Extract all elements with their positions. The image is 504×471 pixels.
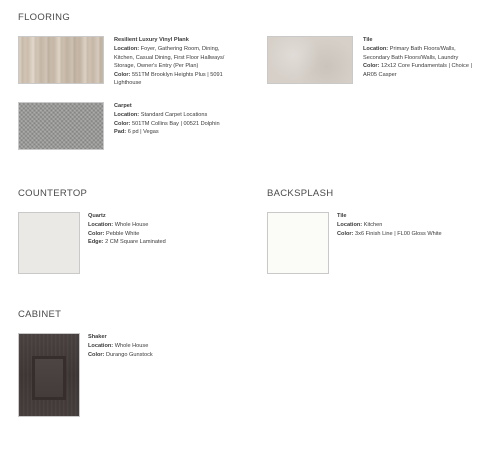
lvp-color-label: Color: bbox=[114, 71, 131, 78]
lvp-color-line-1: 551TM Brooklyn Heights Plus | 5091 bbox=[132, 71, 223, 78]
backsplash-info bbox=[337, 212, 497, 238]
lvp-name: Resilient Luxury Vinyl Plank bbox=[114, 37, 189, 43]
quartz-swatch bbox=[18, 212, 80, 274]
backsplash-name: Tile bbox=[337, 213, 347, 219]
carpet-location-label: Location: bbox=[114, 112, 140, 119]
backsplash-location-label: Location: bbox=[337, 222, 363, 229]
carpet-color: 501TM Collins Bay | 00521 Dolphin bbox=[132, 120, 220, 127]
shaker-location-label: Location: bbox=[88, 343, 114, 350]
tile-location-line-2: Secondary Bath Floors/Walls, Laundry bbox=[363, 54, 459, 61]
tile-name: Tile bbox=[363, 37, 373, 43]
carpet-swatch bbox=[18, 102, 104, 150]
tile-info bbox=[363, 36, 503, 79]
carpet-color-label: Color: bbox=[114, 120, 131, 127]
backsplash-location: Kitchen bbox=[363, 222, 383, 229]
quartz-color-label: Color: bbox=[88, 230, 105, 237]
quartz-edge: 2 CM Square Laminated bbox=[105, 239, 166, 246]
lvp-location-line-1: Foyer, Gathering Room, Dining, bbox=[140, 46, 220, 53]
shaker-info bbox=[88, 333, 238, 359]
tile-swatch bbox=[267, 36, 353, 84]
section-title-flooring: FLOORING bbox=[18, 12, 71, 23]
lvp-location-line-3: Storage, Owner's Entry (Per Plan) bbox=[114, 63, 199, 70]
quartz-location: Whole House bbox=[114, 222, 149, 229]
quartz-color: Pebble White bbox=[106, 230, 140, 237]
shaker-swatch bbox=[18, 333, 80, 417]
carpet-info bbox=[114, 102, 274, 137]
shaker-color: Durango Gunstock bbox=[106, 351, 153, 358]
tile-color-line-1: 12x12 Core Fundamentals | Choice | bbox=[381, 63, 472, 70]
quartz-edge-label: Edge: bbox=[88, 239, 104, 246]
tile-color-line-2: AR05 Casper bbox=[363, 71, 397, 78]
quartz-info bbox=[88, 212, 238, 247]
section-title-backsplash: BACKSPLASH bbox=[267, 188, 334, 199]
carpet-name: Carpet bbox=[114, 103, 132, 109]
lvp-location-label: Location: bbox=[114, 46, 140, 53]
quartz-location-label: Location: bbox=[88, 222, 114, 229]
backsplash-color: 3x6 Finish Line | FL00 Gloss White bbox=[355, 230, 442, 237]
carpet-pad-label: Pad: bbox=[114, 129, 127, 136]
carpet-location: Standard Carpet Locations bbox=[140, 112, 208, 119]
carpet-pad: 6 pd | Vegas bbox=[127, 129, 159, 136]
backsplash-swatch bbox=[267, 212, 329, 274]
shaker-door-panel bbox=[32, 356, 66, 400]
tile-location-label: Location: bbox=[363, 46, 389, 53]
lvp-info bbox=[114, 36, 274, 87]
lvp-swatch bbox=[18, 36, 104, 84]
backsplash-color-label: Color: bbox=[337, 230, 354, 237]
shaker-color-label: Color: bbox=[88, 351, 105, 358]
shaker-location: Whole House bbox=[114, 343, 149, 350]
tile-color-label: Color: bbox=[363, 63, 380, 70]
shaker-name: Shaker bbox=[88, 334, 107, 340]
section-title-countertop: COUNTERTOP bbox=[18, 188, 88, 199]
tile-location-line-1: Primary Bath Floors/Walls, bbox=[389, 46, 456, 53]
quartz-name: Quartz bbox=[88, 213, 106, 219]
lvp-color-line-2: Lighthouse bbox=[114, 80, 142, 87]
section-title-cabinet: CABINET bbox=[18, 309, 62, 320]
lvp-location-line-2: Kitchen, Casual Dining, First Floor Hallways/ bbox=[114, 54, 225, 61]
